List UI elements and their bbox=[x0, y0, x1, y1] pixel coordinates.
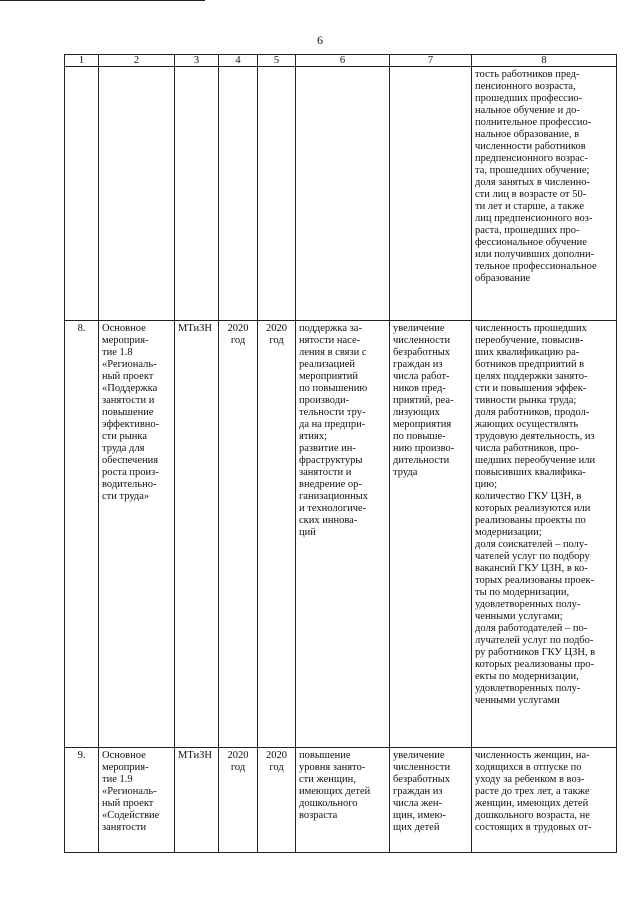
text-line: доля работников, продол- bbox=[475, 407, 590, 418]
text-line: ти лет и старше, а также bbox=[475, 201, 585, 212]
col-header-2: 2 bbox=[99, 55, 175, 67]
cell-executor: МТиЗН bbox=[175, 748, 219, 853]
text-line: занятости и bbox=[102, 395, 155, 406]
text-line: тие 1.8 bbox=[102, 347, 133, 358]
text-line: фраструктуры bbox=[299, 455, 363, 466]
text-line: роста произ- bbox=[102, 467, 159, 478]
text-line: ты по модернизации, bbox=[475, 587, 570, 598]
text-line: дошкольного bbox=[299, 798, 358, 809]
text-line: чателей услуг по подбору bbox=[475, 551, 590, 562]
cell-activity-name bbox=[99, 748, 175, 853]
text-line: увеличение bbox=[393, 750, 445, 761]
text-line: щин, имею- bbox=[393, 810, 446, 821]
text-line: нальное образование, в bbox=[475, 129, 580, 140]
text-line: сти труда» bbox=[102, 491, 150, 502]
text-line: да на предпри- bbox=[299, 419, 366, 430]
text-line: безработных bbox=[393, 347, 451, 358]
text-line: ченными услугами bbox=[475, 695, 560, 706]
text-line: ганизационных bbox=[299, 491, 369, 502]
text-line: сти лиц в возрасте от 50- bbox=[475, 189, 587, 200]
cell-result bbox=[390, 748, 472, 853]
col-header-6: 6 bbox=[296, 55, 390, 67]
text-line: полнительное профессио- bbox=[475, 117, 592, 128]
text-line: пенсионного возраста, bbox=[475, 81, 576, 92]
text-line: сти и повышения эффек- bbox=[475, 383, 587, 394]
text-line: ходящихся в отпуске по bbox=[475, 762, 582, 773]
text-line: ботников предприятий в bbox=[475, 359, 585, 370]
cell-empty bbox=[99, 67, 175, 321]
text-line: ников пред- bbox=[393, 383, 446, 394]
text-line: внедрение ор- bbox=[299, 479, 362, 490]
text-line: год bbox=[269, 762, 284, 773]
col-header-3: 3 bbox=[175, 55, 219, 67]
text-line: занятости bbox=[102, 822, 147, 833]
text-line: мероприятий bbox=[299, 371, 358, 382]
text-line: удовлетворенных полу- bbox=[475, 683, 581, 694]
text-line: нятости насе- bbox=[299, 335, 361, 346]
col-header-7: 7 bbox=[390, 55, 472, 67]
text-line: целях поддержки занято- bbox=[475, 371, 588, 382]
text-line: и технологиче- bbox=[299, 503, 367, 514]
text-line: ный проект bbox=[102, 798, 154, 809]
text-line: труда для bbox=[102, 443, 145, 454]
text-line: «Поддержка bbox=[102, 383, 158, 394]
col-header-8: 8 bbox=[472, 55, 617, 67]
text-line: дительности bbox=[393, 455, 450, 466]
text-line: уходу за ребенком в воз- bbox=[475, 774, 585, 785]
text-line: нальное обучение и до- bbox=[475, 105, 580, 116]
text-line: расте до трех лет, а также bbox=[475, 786, 590, 797]
text-line: 2020 bbox=[227, 323, 249, 334]
program-table bbox=[64, 54, 617, 853]
table-row bbox=[65, 748, 617, 853]
cell-indicators bbox=[472, 748, 617, 853]
text-line: безработных bbox=[393, 774, 451, 785]
text-line: численности bbox=[393, 762, 451, 773]
text-line: сти женщин, bbox=[299, 774, 356, 785]
text-line: реализацией bbox=[299, 359, 355, 370]
text-line: 2020 bbox=[227, 750, 249, 761]
cell-start-year bbox=[219, 748, 258, 853]
text-line: ятиях; bbox=[299, 431, 328, 442]
cell-result bbox=[390, 321, 472, 748]
text-line: женщин, имеющих детей bbox=[475, 798, 589, 809]
text-line: лизующих bbox=[393, 407, 440, 418]
text-line: поддержка за- bbox=[299, 323, 362, 334]
text-line: ших квалификацию ра- bbox=[475, 347, 580, 358]
text-line: торых реализованы проек- bbox=[475, 575, 595, 586]
text-line: 2020 bbox=[266, 750, 287, 761]
text-line: мероприя- bbox=[102, 762, 149, 773]
text-line: труда bbox=[393, 467, 418, 478]
text-line: количество ГКУ ЦЗН, в bbox=[475, 491, 582, 502]
text-line: ления в связи с bbox=[299, 347, 367, 358]
cell-indicators bbox=[472, 67, 617, 321]
text-line: состоящих в трудовых от- bbox=[475, 822, 592, 833]
text-line: доля работодателей – по- bbox=[475, 623, 588, 634]
text-line: повышение bbox=[299, 750, 351, 761]
cell-content bbox=[296, 321, 390, 748]
text-line: раста, прошедших про- bbox=[475, 225, 580, 236]
cell-empty bbox=[258, 67, 296, 321]
text-line: мероприя- bbox=[102, 335, 149, 346]
text-line: граждан из bbox=[393, 786, 443, 797]
cell-indicators bbox=[472, 321, 617, 748]
text-line: жающих осуществлять bbox=[475, 419, 579, 430]
table-row-continuation bbox=[65, 67, 617, 321]
text-line: год bbox=[269, 335, 284, 346]
text-line: вакансий ГКУ ЦЗН, в ко- bbox=[475, 563, 588, 574]
text-line: лиц предпенсионного воз- bbox=[475, 213, 593, 224]
text-line: ный проект bbox=[102, 371, 154, 382]
text-line: приятий, реа- bbox=[393, 395, 454, 406]
text-line: численность женщин, на- bbox=[475, 750, 590, 761]
text-line: тость работников пред- bbox=[475, 69, 580, 80]
col-header-4: 4 bbox=[219, 55, 258, 67]
text-line: екты по модернизации, bbox=[475, 671, 579, 682]
text-line: переобучение, повысив- bbox=[475, 335, 584, 346]
text-line: числа жен- bbox=[393, 798, 442, 809]
text-line: имеющих детей bbox=[299, 786, 371, 797]
text-line: «Региональ- bbox=[102, 786, 157, 797]
cell-row-number: 9. bbox=[65, 748, 99, 853]
text-line: тельности тру- bbox=[299, 407, 366, 418]
text-line: мероприятия bbox=[393, 419, 452, 430]
text-line: тельное профессиональное bbox=[475, 261, 597, 272]
text-line: «Региональ- bbox=[102, 359, 157, 370]
text-line: водительно- bbox=[102, 479, 157, 490]
text-line: ций bbox=[299, 527, 316, 538]
text-line: образование bbox=[475, 273, 531, 284]
text-line: прошедших профессио- bbox=[475, 93, 583, 104]
text-line: модернизации; bbox=[475, 527, 542, 538]
text-line: «Содействие bbox=[102, 810, 160, 821]
text-line: год bbox=[230, 335, 246, 346]
text-line: повысивших квалифика- bbox=[475, 467, 586, 478]
text-line: шедших переобучение или bbox=[475, 455, 596, 466]
text-line: численности работников bbox=[475, 141, 586, 152]
text-line: эффективно- bbox=[102, 419, 160, 430]
text-line: нию произво- bbox=[393, 443, 455, 454]
text-line: та, прошедших обучение; bbox=[475, 165, 590, 176]
text-line: увеличение bbox=[393, 323, 445, 334]
text-line: уровня занято- bbox=[299, 762, 366, 773]
text-line: тивности рынка труда; bbox=[475, 395, 577, 406]
text-line: трудовую деятельность, из bbox=[475, 431, 595, 442]
text-line: доля соискателей – полу- bbox=[475, 539, 588, 550]
text-line: ченными услугами; bbox=[475, 611, 563, 622]
text-line: численность прошедших bbox=[475, 323, 587, 334]
col-header-5: 5 bbox=[258, 55, 296, 67]
text-line: год bbox=[230, 762, 246, 773]
cell-executor: МТиЗН bbox=[175, 321, 219, 748]
cell-row-number: 8. bbox=[65, 321, 99, 748]
top-rule bbox=[0, 0, 205, 1]
text-line: реализованы проекты по bbox=[475, 515, 586, 526]
text-line: занятости и bbox=[299, 467, 352, 478]
col-header-1: 1 bbox=[65, 55, 99, 67]
text-line: фессиональное обучение bbox=[475, 237, 587, 248]
text-line: предпенсионного возрас- bbox=[475, 153, 588, 164]
cell-empty bbox=[65, 67, 99, 321]
text-line: или получивших дополни- bbox=[475, 249, 595, 260]
cell-end-year bbox=[258, 321, 296, 748]
cell-empty bbox=[175, 67, 219, 321]
text-line: которых реализуются или bbox=[475, 503, 591, 514]
text-line: которых реализованы про- bbox=[475, 659, 594, 670]
page-number: 6 bbox=[317, 33, 323, 47]
text-line: Основное bbox=[102, 750, 146, 761]
text-line: повышение bbox=[102, 407, 154, 418]
text-line: по повышению bbox=[299, 383, 368, 394]
cell-empty bbox=[296, 67, 390, 321]
text-line: возраста bbox=[299, 810, 338, 821]
text-line: ру работников ГКУ ЦЗН, в bbox=[475, 647, 596, 658]
text-line: ских иннова- bbox=[299, 515, 358, 526]
cell-empty bbox=[219, 67, 258, 321]
text-line: цию; bbox=[475, 479, 497, 490]
text-line: обеспечения bbox=[102, 455, 159, 466]
text-line: производи- bbox=[299, 395, 350, 406]
text-line: граждан из bbox=[393, 359, 443, 370]
text-line: лучателей услуг по подбо- bbox=[475, 635, 594, 646]
text-line: числа работ- bbox=[393, 371, 450, 382]
cell-activity-name bbox=[99, 321, 175, 748]
text-line: числа работников, про- bbox=[475, 443, 579, 454]
text-line: удовлетворенных полу- bbox=[475, 599, 581, 610]
text-line: щих детей bbox=[393, 822, 440, 833]
text-line: тие 1.9 bbox=[102, 774, 133, 785]
text-line: численности bbox=[393, 335, 451, 346]
text-line: доля занятых в численно- bbox=[475, 177, 590, 188]
text-line: дошкольного возраста, не bbox=[475, 810, 590, 821]
table-row bbox=[65, 321, 617, 748]
text-line: Основное bbox=[102, 323, 146, 334]
cell-content bbox=[296, 748, 390, 853]
text-line: развитие ин- bbox=[299, 443, 356, 454]
text-line: 2020 bbox=[266, 323, 287, 334]
column-number-row bbox=[65, 55, 617, 67]
cell-end-year bbox=[258, 748, 296, 853]
text-line: сти рынка bbox=[102, 431, 148, 442]
cell-start-year bbox=[219, 321, 258, 748]
cell-empty bbox=[390, 67, 472, 321]
text-line: по повыше- bbox=[393, 431, 446, 442]
